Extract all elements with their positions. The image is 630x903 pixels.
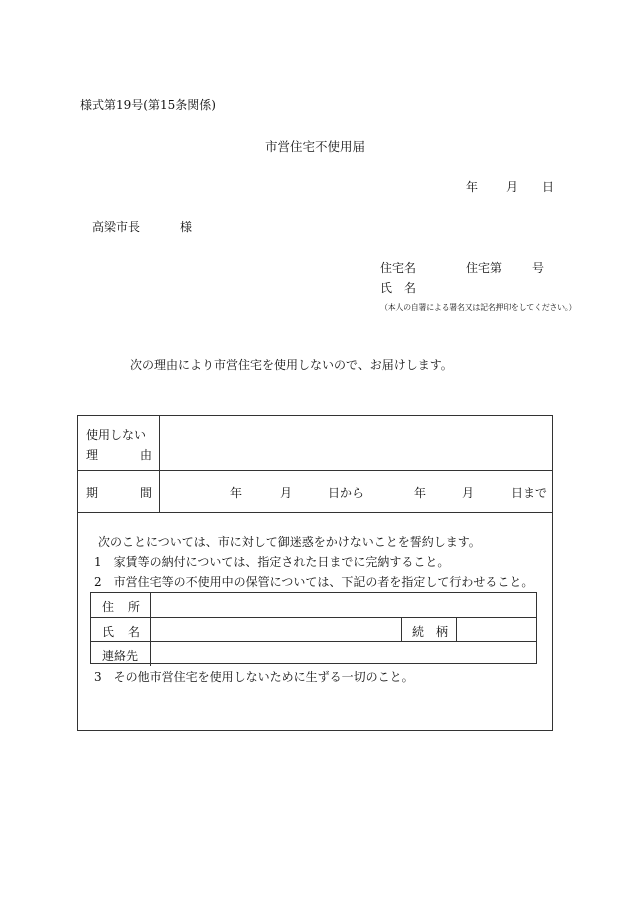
contact-label: 連絡先 xyxy=(102,649,139,663)
pledge-section xyxy=(78,512,552,730)
period-month-from: 月 xyxy=(280,486,293,500)
notice-table xyxy=(77,415,553,731)
date-month: 月 xyxy=(506,180,519,194)
custodian-contact-label-cell xyxy=(91,642,151,666)
custodian-name-label xyxy=(102,623,140,640)
period-day-to: 日まで xyxy=(511,486,548,500)
period-label-cell xyxy=(78,470,160,512)
date-day: 日 xyxy=(542,180,555,194)
addressee-name: 高梁市長 xyxy=(92,220,141,234)
period-label-kan: 間 xyxy=(139,486,152,500)
reason-label-cell xyxy=(78,416,160,470)
number-suffix: 号 xyxy=(532,261,545,275)
submission-date xyxy=(466,178,554,195)
pledge-item-2: 2 市営住宅等の不使用中の保管については、下記の者を指定して行わせること。 xyxy=(94,575,534,589)
custodian-name-label-cell xyxy=(91,618,151,642)
custodian-relation-label xyxy=(412,623,448,640)
statement-text: 次の理由により市営住宅を使用しないので、お届けします。 xyxy=(130,358,453,372)
reason-label-yu: 由 xyxy=(139,448,152,462)
signature-note: （本人の自署による署名又は記名押印をしてください。） xyxy=(380,303,577,312)
period-row xyxy=(78,470,552,513)
addressee xyxy=(92,218,192,235)
address-label-sho: 所 xyxy=(127,600,140,614)
name-label-2: 名 xyxy=(404,281,417,295)
relation-label-zoku: 続 xyxy=(412,625,425,639)
custodian-contact-row xyxy=(91,641,536,666)
date-year: 年 xyxy=(466,180,479,194)
custodian-relation-label-cell xyxy=(401,618,457,642)
form-number: 様式第19号(第15条関係) xyxy=(80,98,216,112)
reason-label-ri: 理 xyxy=(86,448,99,462)
name-label-shi: 氏 xyxy=(102,625,115,639)
custodian-contact-label xyxy=(102,647,140,664)
custodian-address-label xyxy=(102,598,140,615)
document-title: 市営住宅不使用届 xyxy=(264,139,365,154)
period-month-to: 月 xyxy=(462,486,475,500)
period-year-to: 年 xyxy=(414,486,427,500)
name-line xyxy=(380,278,576,298)
period-label xyxy=(86,484,152,501)
custodian-address-row xyxy=(91,593,536,617)
reason-label-line1: 使用しない xyxy=(86,428,147,442)
custodian-name-row xyxy=(91,617,536,642)
applicant-block xyxy=(380,258,576,318)
pledge-item-1: 1 家賃等の納付については、指定された日までに完納すること。 xyxy=(94,555,450,569)
pledge-item-3: 3 その他市営住宅を使用しないために生ずる一切のこと。 xyxy=(94,670,414,684)
addressee-honorific: 様 xyxy=(180,220,193,234)
custodian-address-label-cell xyxy=(91,593,151,617)
period-year-from: 年 xyxy=(230,486,243,500)
reason-label-line2 xyxy=(86,446,152,463)
pledge-intro: 次のことについては、市に対して御迷惑をかけないことを誓約します。 xyxy=(98,535,481,549)
housing-number-label: 住宅第 xyxy=(466,261,503,275)
housing-line xyxy=(380,258,576,278)
reason-row xyxy=(78,416,552,471)
name-label-1: 氏 xyxy=(380,281,393,295)
period-value-cell xyxy=(160,470,552,512)
housing-name-label: 住宅名 xyxy=(380,261,417,275)
period-label-ki: 期 xyxy=(86,486,99,500)
address-label-ju: 住 xyxy=(102,600,115,614)
custodian-table xyxy=(90,592,537,664)
name-label-mei: 名 xyxy=(127,625,140,639)
relation-label-gara: 柄 xyxy=(435,625,448,639)
period-day-from: 日から xyxy=(328,486,365,500)
